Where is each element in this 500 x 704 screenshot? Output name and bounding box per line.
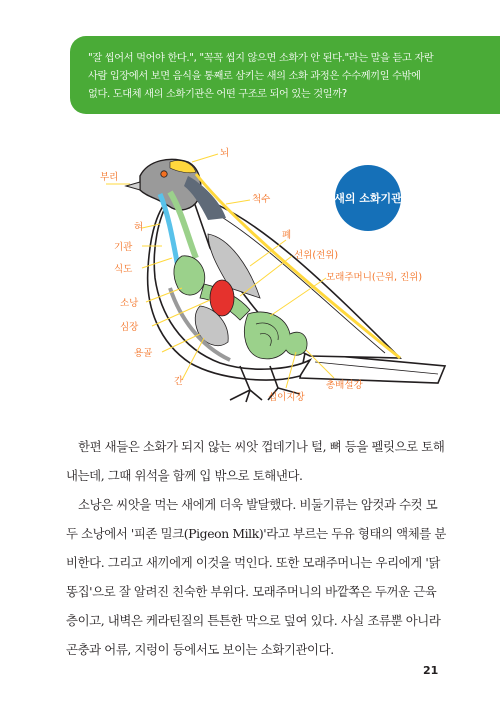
label-spinal-cord: 척수 <box>252 194 271 205</box>
label-keel: 용골 <box>134 348 153 359</box>
heart-shape <box>210 280 234 316</box>
beak <box>126 182 140 190</box>
label-liver: 간 <box>174 376 184 387</box>
paragraph: 한편 새들은 소화가 되지 않는 씨앗 껍데기나 털, 뼈 등을 펠릿으로 토해내는데, 그때 위석을 함께 입 밖으로 토해낸다. <box>66 439 445 483</box>
badge-label: 새의 소화기관 <box>334 192 402 205</box>
label-crop: 소낭 <box>120 298 139 309</box>
body-text <box>66 432 446 664</box>
eye <box>161 171 167 177</box>
label-duodenum: 십이지장 <box>268 392 305 403</box>
label-esophagus: 식도 <box>114 264 133 275</box>
label-gizzard: 모래주머니(근위, 진위) <box>326 272 423 283</box>
label-proventriculus: 선위(전위) <box>294 250 339 261</box>
label-brain: 뇌 <box>220 148 230 159</box>
pigeon-digestive-diagram <box>100 138 460 428</box>
paragraph: 소낭은 씨앗을 먹는 새에게 더욱 발달했다. 비둘기류는 암컷과 수컷 모두 소낭에서 '피존 밀크(Pigeon Milk)'라고 부르는 두유 형태의 액체를 분비한다. 그리고 새끼에게 이것을 먹인다. 또한 모래주머니는 우리에게 '닭똥집'으로 잘 알려진 친숙한 부위다. 모래주머니의 바깥쪽은 두꺼운 근육층이고, 내벽은 케라틴질의 튼튼한 막으로 덮여 있다. 사실 조류뿐 아니라 곤충과 어류, 지렁이 등에서도 보이는 소화기관이다. <box>66 497 446 657</box>
label-lung: 폐 <box>282 230 292 241</box>
label-tongue: 혀 <box>134 222 144 233</box>
label-beak: 부리 <box>100 172 119 183</box>
label-heart: 심장 <box>120 322 139 333</box>
label-cloaca: 총배설강 <box>326 380 363 391</box>
intro-text: "잘 씹어서 먹어야 한다.", "꼭꼭 씹지 않으면 소화가 안 된다."라는 말을 듣고 자란 사람 입장에서 보면 음식을 통째로 삼키는 새의 소화 과정은 수수께끼일 수밖에 없다. 도대체 새의 소화기관은 어떤 구조로 되어 있는 것일까? <box>88 53 434 100</box>
page-number: 21 <box>423 664 439 677</box>
label-trachea: 기관 <box>114 242 133 253</box>
